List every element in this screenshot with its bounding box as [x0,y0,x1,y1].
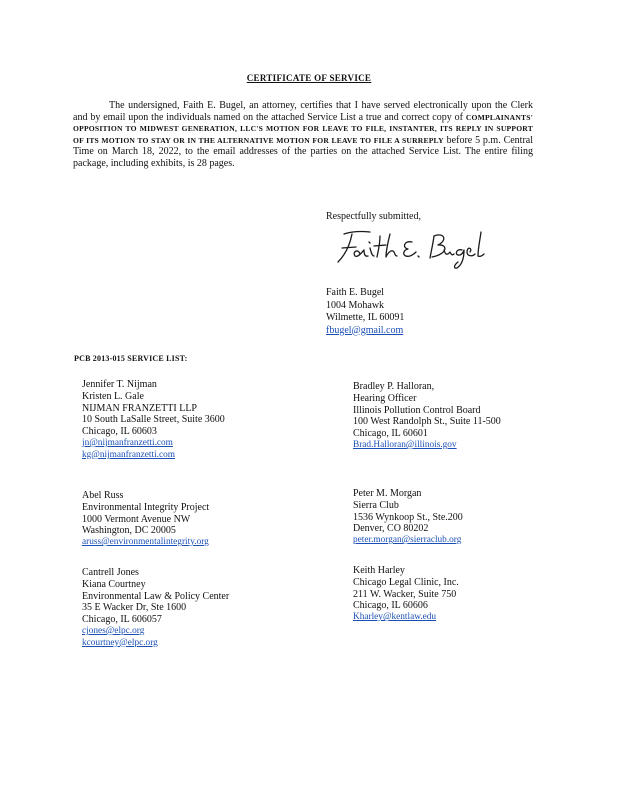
party-line: Keith Harley [353,565,405,576]
certification-paragraph [73,100,533,170]
party-email-link[interactable]: kg@nijmanfranzetti.com [82,449,175,460]
signer-name: Faith E. Bugel [326,287,385,298]
closing-text: Respectfully submitted, [326,211,421,222]
party-email-link[interactable]: jn@nijmanfranzetti.com [82,437,173,448]
party-line: Jennifer T. Nijman [82,379,157,390]
party-line: Denver, CO 80202 [353,523,429,535]
party-line: Chicago, IL 60606 [353,600,428,612]
party-line: 100 West Randolph St., Suite 11-500 [353,416,501,428]
party-email-link[interactable]: aruss@environmentalintegrity.org [82,537,209,548]
signer-address-line-1: 1004 Mohawk [326,299,385,311]
party-line: Chicago Legal Clinic, Inc. [353,576,459,588]
party-line: Kiana Courtney [82,578,146,590]
service-party-sierra-club [353,488,463,547]
certification-intro: The undersigned, Faith E. Bugel, an attorney, certifies that I have served electronically upon the Clerk and by email upon the individuals named on the attached Service List a true and correct copy of [73,100,533,123]
service-list-title: PCB 2013-015 SERVICE LIST: [74,354,188,363]
service-party-environmental-integrity [82,490,209,549]
motion-title: COMPLAINANTS' OPPOSITION TO MIDWEST GENERATION, LLC'S MOTION FOR LEAVE TO FILE, INSTANTER, ITS REPLY IN SUPPORT OF ITS MOTION TO STAY OR IN THE ALTERNATIVE MOTION FOR LEAVE TO FILE A SURREPLY [73,112,534,145]
party-email-link[interactable]: peter.morgan@sierraclub.org [353,535,462,546]
service-party-pollution-control-board [353,381,501,452]
party-line: Peter M. Morgan [353,488,422,499]
party-line: Environmental Law & Policy Center [82,590,230,602]
signer-address-line-2: Wilmette, IL 60091 [326,312,405,323]
party-line: Cantrell Jones [82,567,139,578]
certification-outro: before 5 p.m. Central Time on March 18, 2022, to the email addresses of the parties on the attached Service List. The entire filing package, including exhibits, is 28 pages. [73,134,533,169]
party-line: 211 W. Wacker, Suite 750 [353,588,457,600]
service-party-elpc [82,567,229,650]
party-line: Illinois Pollution Control Board [353,404,481,416]
party-line: Chicago, IL 60603 [82,426,157,438]
document-title: CERTIFICATE OF SERVICE [246,73,372,83]
party-email-link[interactable]: Kharley@kentlaw.edu [353,612,437,623]
signer-block [326,287,404,337]
party-line: 10 South LaSalle Street, Suite 3600 [82,414,225,426]
party-line: Sierra Club [353,499,399,511]
party-line: Hearing Officer [353,392,417,404]
party-line: Chicago, IL 606057 [82,614,162,626]
signature-image [330,226,490,270]
party-line: Abel Russ [82,490,124,501]
party-email-link[interactable]: kcourtney@elpc.org [82,637,158,648]
service-party-nijman-franzetti [82,379,225,462]
party-line: 1536 Wynkoop St., Ste.200 [353,511,463,523]
party-line: Environmental Integrity Project [82,501,210,513]
party-line: 1000 Vermont Avenue NW [82,513,191,525]
party-line: Bradley P. Halloran, [353,381,435,392]
party-email-link[interactable]: cjones@elpc.org [82,625,145,636]
signer-email-link[interactable]: fbugel@gmail.com [326,324,404,336]
party-line: NIJMAN FRANZETTI LLP [82,402,197,414]
party-line: Washington, DC 20005 [82,525,176,537]
service-party-chicago-legal-clinic [353,565,459,624]
party-line: 35 E Wacker Dr, Ste 1600 [82,602,187,614]
party-email-link[interactable]: Brad.Halloran@illinois.gov [353,439,457,450]
party-line: Kristen L. Gale [82,390,144,402]
party-line: Chicago, IL 60601 [353,428,428,440]
